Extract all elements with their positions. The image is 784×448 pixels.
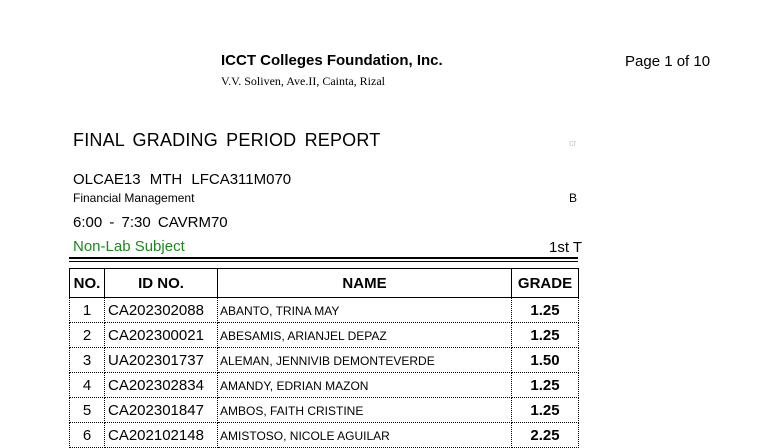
student-id: UA202301737 [105,348,218,373]
table-row [70,373,579,398]
student-name: ABESAMIS, ARIANJEL DEPAZ [218,323,512,348]
table-header-row [70,269,579,298]
table-row [70,348,579,373]
subject-type: Non-Lab Subject [73,238,185,255]
grades-table [69,268,579,448]
student-name: AMBOS, FAITH CRISTINE [218,398,512,423]
student-grade: 1.25 [512,373,579,398]
student-name: AMANDY, EDRIAN MAZON [218,373,512,398]
row-number: 6 [70,423,105,448]
header-rule-thick [69,257,578,259]
student-id: CA202302088 [105,298,218,323]
course-codes: OLCAE13 MTH LFCA311M070 [73,171,292,188]
student-id: CA202301847 [105,398,218,423]
row-number: 3 [70,348,105,373]
page-number: Page 1 of 10 [625,53,711,70]
row-number: 1 [70,298,105,323]
student-grade: 2.25 [512,423,579,448]
table-row [70,323,579,348]
student-id: CA202300021 [105,323,218,348]
student-name: ABANTO, TRINA MAY [218,298,512,323]
student-id: CA202102148 [105,423,218,448]
school-address: V.V. Soliven, Ave.II, Cainta, Rizal [221,74,385,88]
term-label-truncated: 1st T [549,239,583,256]
column-header-no: NO. [70,269,105,298]
student-grade: 1.25 [512,323,579,348]
header-rule-thin [69,261,578,262]
class-schedule: 6:00 - 7:30 CAVRM70 [73,214,228,231]
student-name: AMISTOSO, NICOLE AGUILAR [218,423,512,448]
student-name: ALEMAN, JENNIVIB DEMONTEVERDE [218,348,512,373]
column-header-id: ID NO. [105,269,218,298]
row-number: 5 [70,398,105,423]
row-number: 2 [70,323,105,348]
subject-name: Financial Management [73,191,195,205]
student-grade: 1.25 [512,398,579,423]
table-row [70,398,579,423]
report-title: FINAL GRADING PERIOD REPORT [73,130,381,150]
table-row [70,298,579,323]
school-name: ICCT Colleges Foundation, Inc. [221,52,443,69]
faint-watermark-text: cr [569,138,577,148]
column-header-grade: GRADE [512,269,579,298]
student-id: CA202302834 [105,373,218,398]
student-grade: 1.25 [512,298,579,323]
truncated-right-label: B [569,191,578,205]
student-grade: 1.50 [512,348,579,373]
row-number: 4 [70,373,105,398]
table-row [70,423,579,448]
column-header-name: NAME [218,269,512,298]
